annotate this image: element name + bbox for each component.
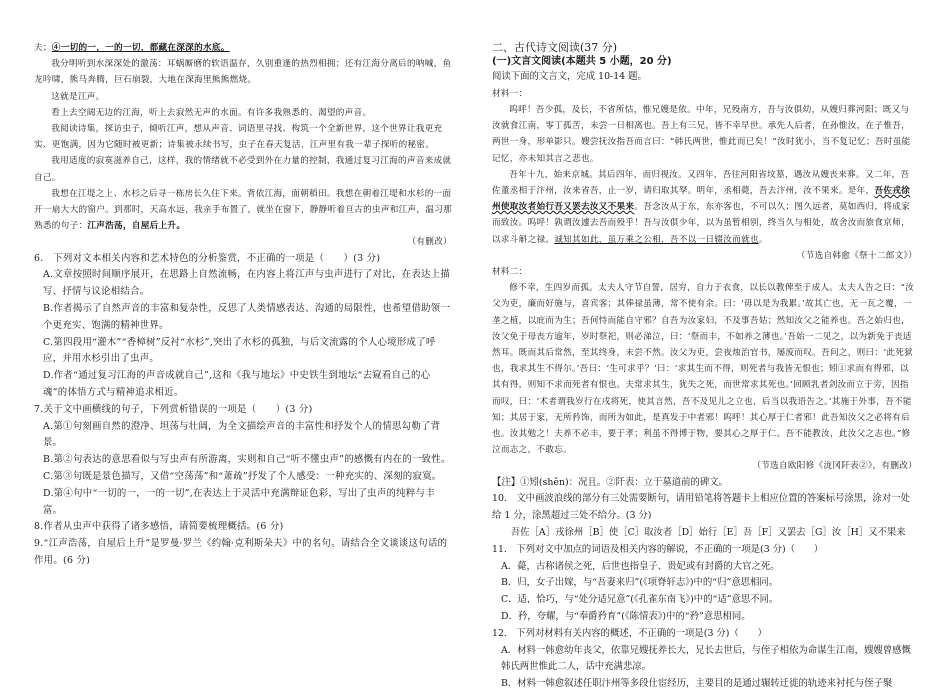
option-6a: A.文章按照时间顺序展开，在思路上自然流畅，在内容上将江声与虫声进行了对比，在表达上描写、抒情与议论相结合。: [43, 269, 451, 298]
option-7b: B.第②句表达的意思看似与写虫声有所游离，实则和自己“听不懂虫声”的感慨有内在的一致性。: [43, 454, 451, 466]
quote-bold: 江声浩荡，自屋后上升。: [87, 221, 186, 232]
question-9: 9.“江声浩荡，自屋后上升”是罗曼·罗兰《约翰·克利斯朵夫》中的名句。请结合全文谈谈这句话的作用。(6 分): [34, 538, 448, 566]
right-column: [492, 40, 917, 693]
material-label: 材料一：: [492, 88, 528, 99]
question-6: 6. 下列对文本相关内容和艺术特色的分析鉴赏，不正确的一项是（ ）(3 分): [34, 252, 381, 264]
paragraph: 我用适度的寂寞滋养自己，这样，我的情绪就不必受到外在力量的控制，我通过复习江海的声音来成就自己。: [34, 156, 452, 183]
question-7: 7.关于文中画横线的句子，下列赏析错误的一项是（ ）(3 分): [34, 403, 313, 415]
question-8: 8.作者从虫声中获得了诸多感悟，请简要梳理概括。(6 分): [34, 521, 284, 533]
option-7d: D.第④句中“一切的一，一的一切”,在表达上于灵活中充满辩证色彩，写出了虫声的纯粹与丰富。: [43, 487, 435, 516]
option-6c: C.第四段用“灌木”“香樟树”反衬“水杉”,突出了水杉的孤独，与后文流露的个人心境形成了呼应，并用水杉引出了虫声。: [43, 336, 436, 365]
annotation-note: 【注】①矧(shěn)：况且。②阡表：立于墓道前的碑文。: [492, 476, 729, 488]
paragraph: 我阅读诗集，探访虫子，倾听江声，想从声音、词语里寻找、构筑一个全新世界，这个世界让我更充实、更饱满，因为它随时被更新；诗集被永续书写，虫子在春天复活，江声里有我一辈子探听的秘密。: [34, 124, 443, 151]
left-column: [34, 40, 452, 570]
questions-left: [34, 251, 452, 570]
instructions: 阅读下面的文言文，完成 10-14 题。: [492, 71, 647, 82]
source-note: （有删改）: [407, 237, 452, 248]
option-11c: C．适，恰巧，与“处分适兄意”(《孔雀东南飞》)中的“适”意思不同。: [501, 594, 779, 606]
paragraph: 吾年十九，始来京城。其后四年，而归视汝。又四年，吾往河阳省坟墓，遇汝从嫂丧来葬。又二年，吾佐董丞相于汴州，汝来省吾，止一岁，请归取其孥。明年，丞相薨，吾去汴州，汝不果来。是年，吾佐戎徐州使取汝者始行吾又罢去汝又不果来。吾念汝从于东，东亦客也，不可以久；图久远者，莫如西归，将成家而致汝。呜呼！孰谓汝遽去吾而殁乎！吾与汝俱少年，以为虽暂相别，终当久与相处，故舍汝而旅食京师，以求斗斛之禄。诚知其如此，虽万乘之公相，吾不以一日辍汝而就也。: [492, 169, 911, 245]
source-note: （节选自韩愈《祭十二郎文》）: [796, 250, 917, 261]
paragraph-final: 我想在江堤之上、水杉之后寻一栋房长久住下来。背依江海，面朝稻田。我想在朝着江堤和水杉的一面开一扇大大的窗户。到那时，天高水远，我亲手布置了，就坐在窗下，静静听着亘古的虫声和江声，温习那熟悉的句子：江声浩荡，自屋后上升。: [34, 188, 453, 232]
material-one: [492, 86, 917, 264]
option-6d: D.作者“通过复习江海的声音成就自己”,这和《我与地坛》中史铁生到地坛“去窥看自己的心魂”的体悟方式与精神追求相近。: [43, 370, 431, 399]
line-4: 夫；④一切的一，一的一切，都藏在深深的水底。: [34, 43, 230, 53]
question-10: 10. 文中画波浪线的部分有三处需要断句，请用铅笔将答题卡上相应位置的答案标号涂黑，涂对一处给 1 分，涂黑超过三处不给分。(3 分): [492, 493, 911, 522]
paragraph: 呜呼！吾少孤，及长，不省所怙，惟兄嫂是依。中年，兄殁南方，吾与汝俱幼，从嫂归葬河阳；既又与汝就食江南，零丁孤苦，未尝一日相离也。吾上有三兄，皆不幸早世。承先人后者，在孙惟汝，在子惟吾，两世一身，形单影只。嫂尝抚汝指吾而言曰：“韩氏两世，惟此而已矣！”汝时犹小，当不复记忆；吾时虽能记忆，亦未知其言之悲也。: [492, 105, 911, 164]
option-7a: A.第①句刻画自然的澄净、坦荡与壮阔，为全文描绘声音的丰富性和抒发个人的情思勾勒了背景。: [43, 420, 441, 449]
underlined-sentence: 诚知其如此，虽万乘之公相，吾不以一日辍汝而就也: [554, 234, 759, 245]
subsection-title: (一)文言文阅读(本题共 5 小题，20 分): [492, 56, 672, 67]
paragraph: 这就是江声。: [51, 91, 105, 102]
option-7c: C.第③句既是景色描写，又借“空荡荡”和“萧疏”抒发了个人感受：一种充实的、深刻的寂寞。: [43, 471, 442, 482]
option-11d: D．矜，夸耀，与“奉爵矜育”(《陈情表》)中的“矜”意思相同。: [501, 611, 751, 623]
material-label: 材料二：: [492, 267, 528, 278]
option-11b: B．归，女子出嫁，与“吾妻来归”(《项脊轩志》)中的“归”意思相同。: [501, 577, 779, 589]
paragraph: 看上去空阔无边的江海，听上去寂然无声的水面。有许多我熟悉的、渴望的声音。: [51, 107, 372, 118]
question-11: 11. 下列对文中加点的词语及相关内容的解说，不正确的一项是(3 分)（ ）: [492, 543, 824, 555]
option-12a: A．材料一韩愈幼年丧父，依靠兄嫂抚养长大，兄长去世后，与侄子相依为命谋生江南，嫂嫂曾感慨韩氏两世惟此二人，话中充满悲凉。: [501, 644, 911, 673]
option-12b: B．材料一韩愈叙述任职汴州等多段仕宦经历，主要目的是通过辗转迁徙的轨迹来衬托与侄子聚: [501, 678, 893, 690]
questions-right: [492, 475, 917, 693]
answer-markers-10: 吾佐［A］戎徐州［B］使［C］取汝者［D］始行［E］吾［F］又罢去［G］汝［H］又不果来: [510, 527, 906, 539]
material-two: [492, 264, 917, 475]
paragraph: 我分明听到水深深处的激荡：耳蜗厮磨的软语温存，久别重逢的热烈相拥；还有江海分离后的呐喊，鱼龙吟啸，熊马奔腾，巨石崩裂，大地在深海里熊熊燃烧。: [34, 59, 452, 86]
option-6b: B.作者揭示了自然声音的丰富和复杂性，反思了人类情感表达、沟通的局限性，也希望借助领一个更充实、饱满的精神世界。: [43, 303, 451, 331]
source-note: （节选自欧阳修《泷冈阡表②》，有删改）: [752, 461, 917, 472]
question-12: 12. 下列对材料有关内容的概述，不正确的一项是(3 分)（ ）: [492, 627, 767, 639]
wavy-underline-sentence: 吾佐戎徐州使取汝者始行吾又罢去汝又不果来: [492, 186, 911, 213]
underlined-sentence-4: ④一切的一，一的一切，都藏在深深的水底。: [51, 43, 230, 53]
section-title: 二、古代诗文阅读(37 分): [492, 41, 618, 54]
option-11a: A．薨，古称诸侯之死，后世也指皇子、贵妃或有封爵的大官之死。: [501, 560, 780, 572]
paragraph: 修不幸，生四岁而孤。太夫人守节自誓，居穷，自力于衣食，以长以教俾至于成人。太夫人告之曰：“汝父为吏，廉而好施与，喜宾客；其俸禄虽薄，常不使有余。曰：‘毋以是为我累。’故其亡也，无一瓦之覆，一垄之植，以庇而为生；吾何恃而能自守邪？自吾为汝家妇，不及事吾姑；然知汝父之能养也。吾之始归也，汝父免于母丧方逾年，岁时祭祀，则必涕泣，曰：‘祭而丰，不如养之薄也。’吾始一二见之，以为新免于丧适然耳。既而其后常然，至其终身，未尝不然。汝父为吏，尝夜烛治官书，屡废而叹。吾问之，则曰：‘此死狱也，我求其生不得尔。’吾曰：‘生可求乎？’曰：‘求其生而不得，则死者与我皆无恨也；矧①求而有得邪，以其有得，则知不求而死者有恨也。夫常求其生，犹失之死，而世常求其死也。’回顾乳者剑汝而立于旁，因指而叹，曰：‘术者谓我岁行在戌将死，使其言然，吾不及见儿之立也，后当以我语告之。’其施于外事，吾不能知；其居于家，无所矜饰，而所为如此，是真发于中者邪！呜呼！其心厚于仁者邪！此吾知汝父之必将有后也。汝其勉之！夫养不必丰，要于孝；利虽不得博于物，要其心之厚于仁。吾不能教汝，此汝父之志也。”修泣而志之，不敢忘。: [492, 283, 915, 456]
